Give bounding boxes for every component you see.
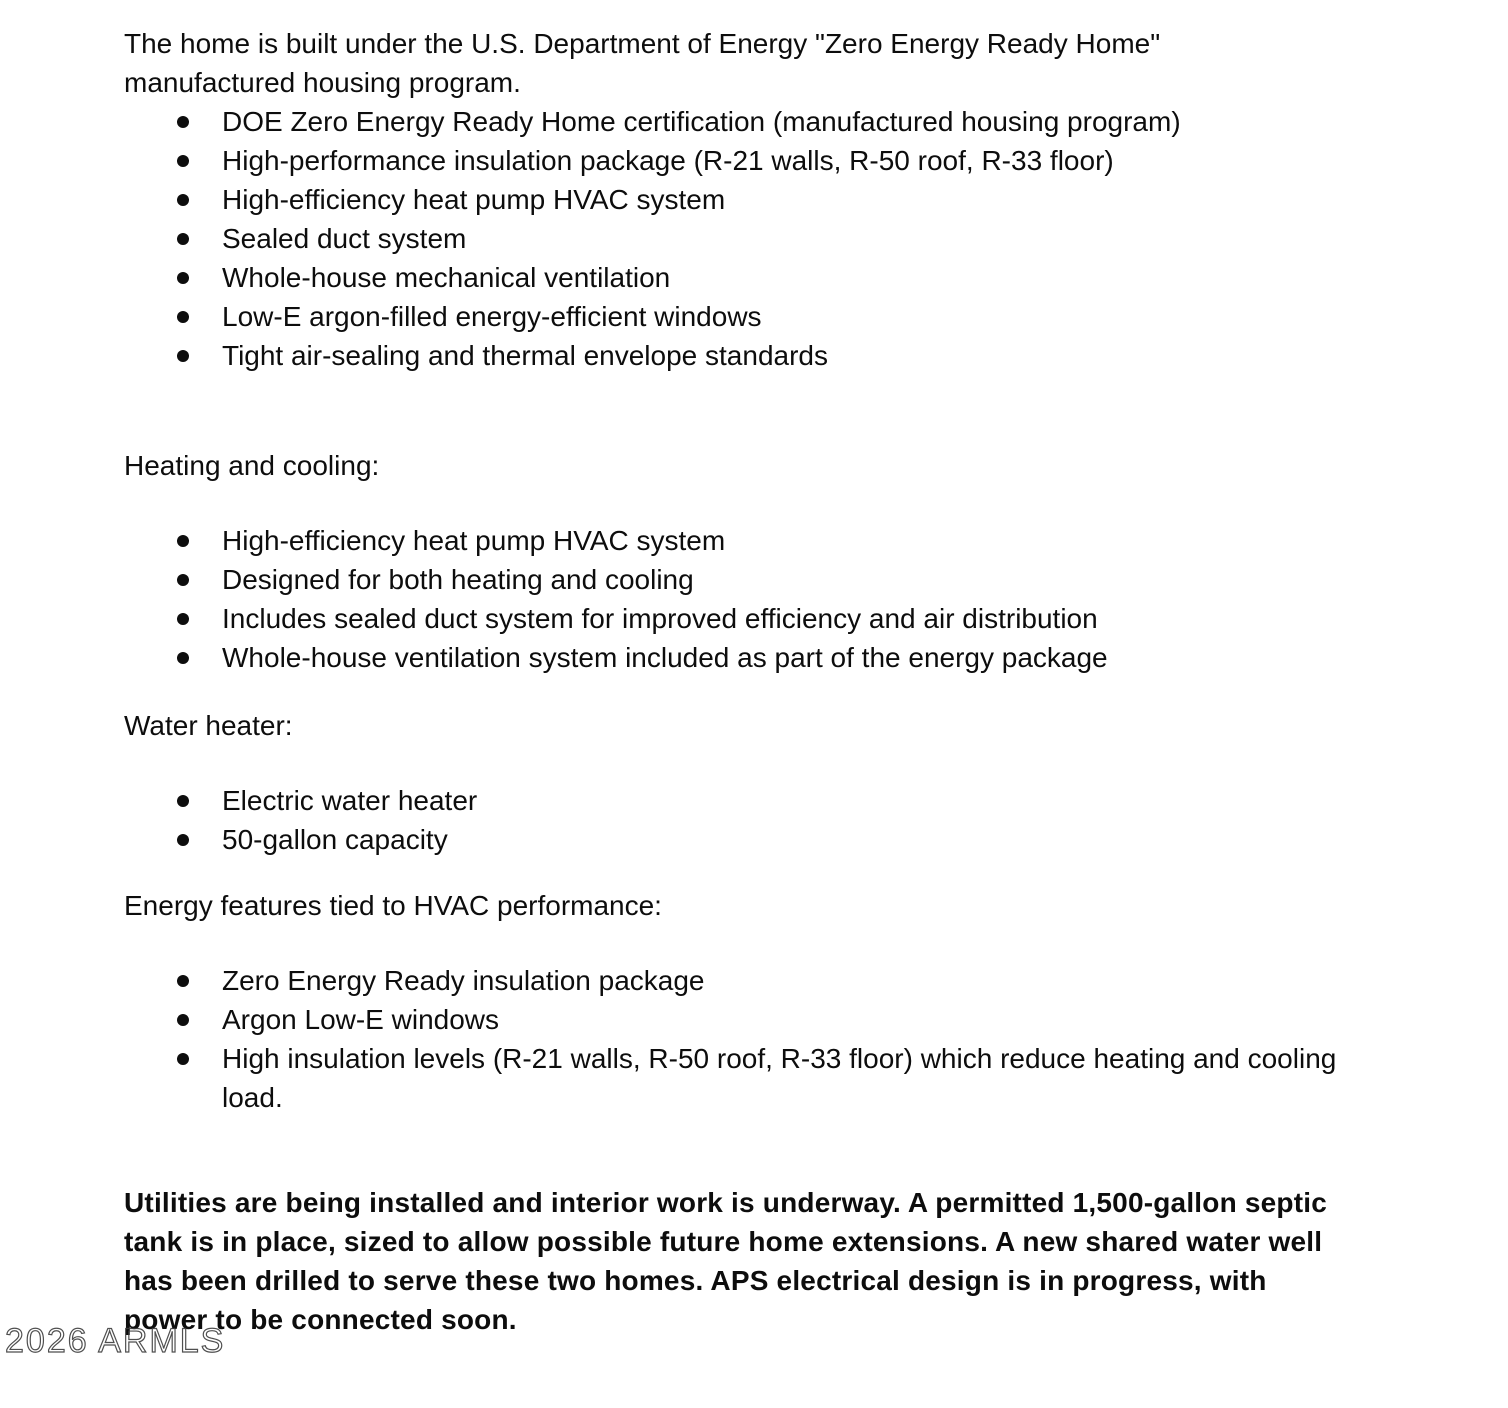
- armls-watermark: 2026 ARMLS: [5, 1322, 226, 1360]
- list-item-text: High-efficiency heat pump HVAC system: [222, 184, 726, 215]
- program-features-list: [124, 102, 1364, 375]
- bullet-icon: [177, 272, 189, 284]
- list-item-text: High-efficiency heat pump HVAC system: [222, 525, 726, 556]
- list-item: [124, 102, 1364, 141]
- bullet-icon: [177, 194, 189, 206]
- heating-list: [124, 521, 1364, 677]
- list-item: [124, 297, 1364, 336]
- list-item-text: Whole-house mechanical ventilation: [222, 262, 671, 293]
- list-item-text: Argon Low-E windows: [222, 1004, 500, 1035]
- list-item-text: DOE Zero Energy Ready Home certification (manufactured housing program): [222, 106, 1181, 137]
- list-item-text: Designed for both heating and cooling: [222, 564, 694, 595]
- utilities-note: [124, 1183, 1364, 1339]
- bullet-icon: [177, 975, 189, 987]
- bullet-icon: [177, 574, 189, 586]
- list-item-text: Sealed duct system: [222, 223, 467, 254]
- section-heading-heating: Heating and cooling:: [124, 450, 380, 481]
- utilities-note-line: has been drilled to serve these two homes. APS electrical design is in progress, with: [124, 1265, 1267, 1296]
- list-item-text: High-performance insulation package (R-21 walls, R-50 roof, R-33 floor): [222, 145, 1114, 176]
- bullet-icon: [177, 233, 189, 245]
- bullet-icon: [177, 535, 189, 547]
- list-item: [124, 180, 1364, 219]
- document-page: [124, 24, 1364, 1339]
- list-item: [124, 781, 1364, 820]
- bullet-icon: [177, 311, 189, 323]
- list-item: [124, 599, 1364, 638]
- bullet-icon: [177, 613, 189, 625]
- list-item-text: Electric water heater: [222, 785, 478, 816]
- list-item: [124, 820, 1364, 859]
- bullet-icon: [177, 1053, 189, 1065]
- list-item: [124, 219, 1364, 258]
- list-item-text: Includes sealed duct system for improved efficiency and air distribution: [222, 603, 1098, 634]
- intro-paragraph: [124, 24, 1364, 102]
- list-item: [124, 141, 1364, 180]
- list-item-text: Tight air-sealing and thermal envelope standards: [222, 340, 828, 371]
- intro-line: manufactured housing program.: [124, 67, 521, 98]
- section-heading-water: Water heater:: [124, 710, 293, 741]
- list-item-text: Low-E argon-filled energy-efficient windows: [222, 301, 762, 332]
- section-heading-energy: Energy features tied to HVAC performance:: [124, 890, 662, 921]
- bullet-icon: [177, 155, 189, 167]
- list-item: [124, 961, 1364, 1000]
- bullet-icon: [177, 350, 189, 362]
- bullet-icon: [177, 1014, 189, 1026]
- list-item: [124, 1000, 1364, 1039]
- list-item: [124, 521, 1364, 560]
- water-heater-list: [124, 781, 1364, 859]
- list-item: [124, 1039, 1364, 1117]
- list-item: [124, 336, 1364, 375]
- list-item-text: High insulation levels (R-21 walls, R-50 roof, R-33 floor) which reduce heating and cooling load.: [222, 1043, 1337, 1113]
- bullet-icon: [177, 652, 189, 664]
- list-item-text: 50-gallon capacity: [222, 824, 448, 855]
- bullet-icon: [177, 116, 189, 128]
- utilities-note-line: Utilities are being installed and interior work is underway. A permitted 1,500-gallon septic: [124, 1187, 1327, 1218]
- intro-line: The home is built under the U.S. Department of Energy "Zero Energy Ready Home": [124, 28, 1161, 59]
- bullet-icon: [177, 795, 189, 807]
- utilities-note-line: tank is in place, sized to allow possible future home extensions. A new shared water well: [124, 1226, 1323, 1257]
- list-item: [124, 638, 1364, 677]
- utilities-note-line: power to be connected soon.: [124, 1304, 517, 1335]
- list-item-text: Zero Energy Ready insulation package: [222, 965, 705, 996]
- list-item: [124, 258, 1364, 297]
- energy-features-list: [124, 961, 1364, 1117]
- list-item-text: Whole-house ventilation system included as part of the energy package: [222, 642, 1108, 673]
- bullet-icon: [177, 834, 189, 846]
- list-item: [124, 560, 1364, 599]
